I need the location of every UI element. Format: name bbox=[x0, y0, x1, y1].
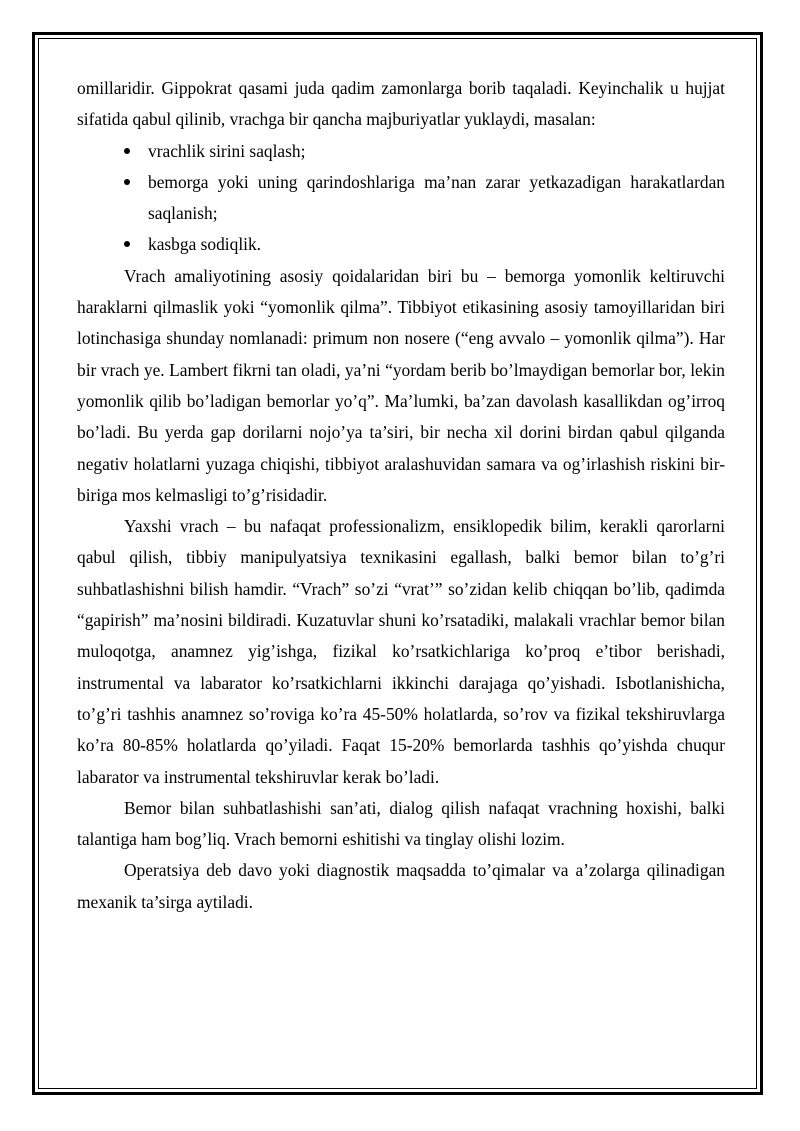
list-item-text: bemorga yoki uning qarindoshlariga ma’nan zarar yetkazadigan harakatlardan saqlanish; bbox=[148, 171, 725, 224]
bullet-icon bbox=[124, 148, 130, 154]
paragraph-intro: omillaridir. Gippokrat qasami juda qadim zamonlarga borib taqaladi. Keyinchalik u hujjat sifatida qabul qilinib, vrachga bir qancha majburiyatlar yuklaydi, masalan: bbox=[77, 78, 725, 130]
bullet-icon bbox=[124, 179, 130, 185]
list-item-text: kasbga sodiqlik. bbox=[148, 234, 262, 255]
paragraph: Vrach amaliyotining asosiy qoidalaridan biri bu – bemorga yomonlik keltiruvchi haraklarni qilmaslik yoki “yomonlik qilma”. Tibbiyot etikasining asosiy tamoyillaridan biri lotinchasiga shunday nomlanadi: primum non nosere (“eng avvalo – yomonlik qilma”). Har bir vrach ye. Lambert fikrni tan oladi, ya’ni “yordam berib bo’lmaydigan bemorlar bor, lekin yomonlik qilib bo’ladigan bemorlar yo’q”. Ma’lumki, ba’zan davolash kasallikdan og’irroq bo’ladi. Bu yerda gap dorilarni nojo’ya ta’siri, bir necha xil dorini birdan qabul qilganda negativ holatlarni yuzaga chiqishi, tibbiyot aralashuvidan samara va og’irlashish riskini bir-biriga mos kelmasligi to’g’risidadir. bbox=[77, 265, 725, 505]
list-item bbox=[148, 136, 725, 167]
document-body bbox=[77, 73, 725, 918]
bullet-icon bbox=[124, 241, 130, 247]
paragraph: Yaxshi vrach – bu nafaqat professionalizm, ensiklopedik bilim, kerakli qarorlarni qabul qilish, tibbiy manipulyatsiya texnikasini egallash, balki bemor bilan to’g’ri suhbatlashishni bilish hamdir. “Vrach” so’zi “vrat’” so’zidan kelib chiqqan bo’lib, qadimda “gapirish” ma’nosini bildiradi. Kuzatuvlar shuni ko’rsatadiki, malakali vrachlar bemor bilan muloqotga, anamnez yig’ishga, fizikal ko’rsatkichlariga ko’proq e’tibor berishadi, instrumental va labarator ko’rsatkichlarni ikkinchi darajaga qo’yishadi. Isbotlanishicha, to’g’ri tashhis anamnez so’roviga ko’ra 45-50% holatlarda, so’rov va fizikal tekshiruvlarga ko’ra 80-85% holatlarda qo’yiladi. Faqat 15-20% bemorlarda tashhis qo’yishda chuqur labarator va instrumental tekshiruvlar kerak bo’ladi. bbox=[77, 516, 725, 787]
obligations-list bbox=[77, 136, 725, 261]
list-item-text: vrachlik sirini saqlash; bbox=[148, 140, 306, 161]
list-item bbox=[148, 229, 725, 260]
list-item bbox=[148, 167, 725, 230]
paragraph: Operatsiya deb davo yoki diagnostik maqsadda to’qimalar va a’zolarga qilinadigan mexanik ta’sirga aytiladi. bbox=[77, 860, 725, 912]
paragraph: Bemor bilan suhbatlashishi san’ati, dialog qilish nafaqat vrachning hoxishi, balki talantiga ham bog’liq. Vrach bemorni eshitishi va tinglay olishi lozim. bbox=[77, 797, 725, 850]
